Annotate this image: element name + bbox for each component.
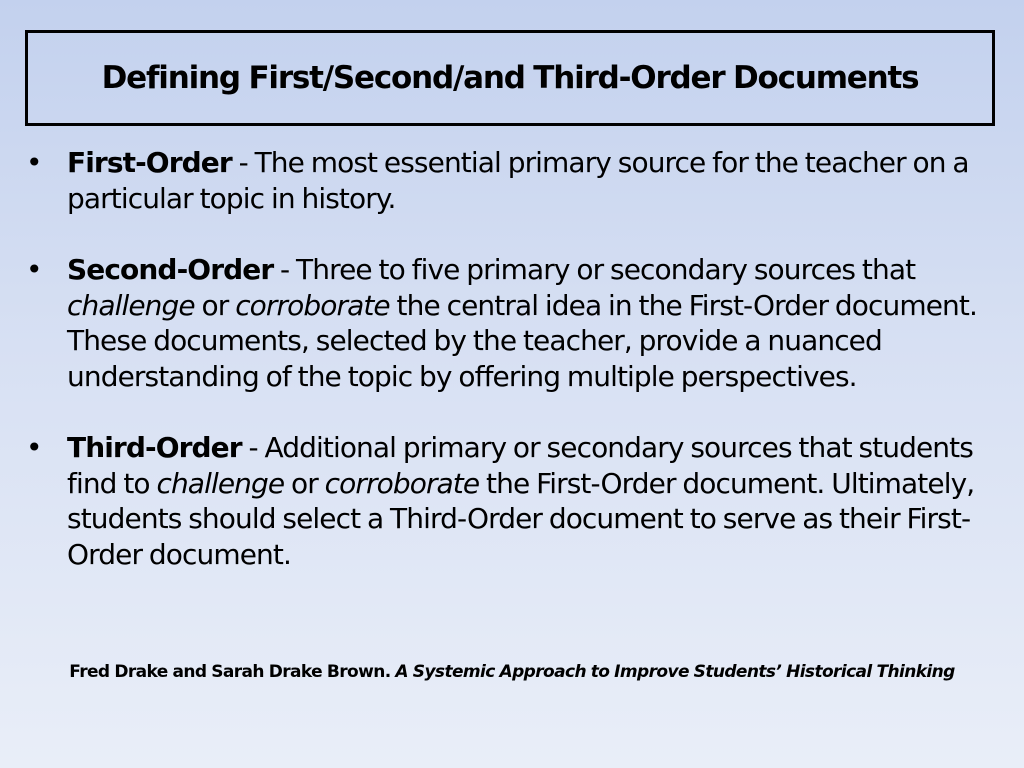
bullet-second-order [26,252,986,394]
bullet-text: - The most essential primary source for the teacher on a particular topic in history. [67,146,969,215]
bullet-third-order [26,430,986,572]
bullet-emphasis: corroborate [324,466,480,500]
bullet-emphasis: challenge [67,288,195,322]
bullet-dot-icon: • [26,253,42,286]
bullet-term: First-Order [67,146,232,179]
bullet-emphasis: challenge [156,466,285,500]
title-box [25,30,995,126]
bullet-emphasis: corroborate [235,288,390,322]
slide-title: Defining First/Second/and Third-Order Documents [101,60,919,96]
bullet-text: or [194,288,236,322]
bullet-term: Third-Order [67,431,242,464]
bullet-text: or [284,466,325,500]
bullet-text: - Three to five primary or secondary sources that [273,253,916,286]
bullet-term: Second-Order [67,253,274,286]
bullet-first-order [26,145,986,216]
citation-authors: Fred Drake and Sarah Drake Brown. [69,662,396,682]
bullet-list [26,145,986,608]
bullet-dot-icon: • [26,146,42,179]
bullet-text: the First-Order document. Ultimately, students should select a Third-Order document to serve as their First-Order document. [67,466,975,571]
citation [0,662,1024,682]
citation-work-title: A Systemic Approach to Improve Students’ Historical Thinking [395,662,955,682]
bullet-text: the central idea in the First-Order document. These documents, selected by the teacher, provide a nuanced understanding of the topic by offering multiple perspectives. [67,288,977,393]
bullet-text: - Additional primary or secondary sources that students find to [67,431,973,500]
bullet-dot-icon: • [26,431,42,464]
